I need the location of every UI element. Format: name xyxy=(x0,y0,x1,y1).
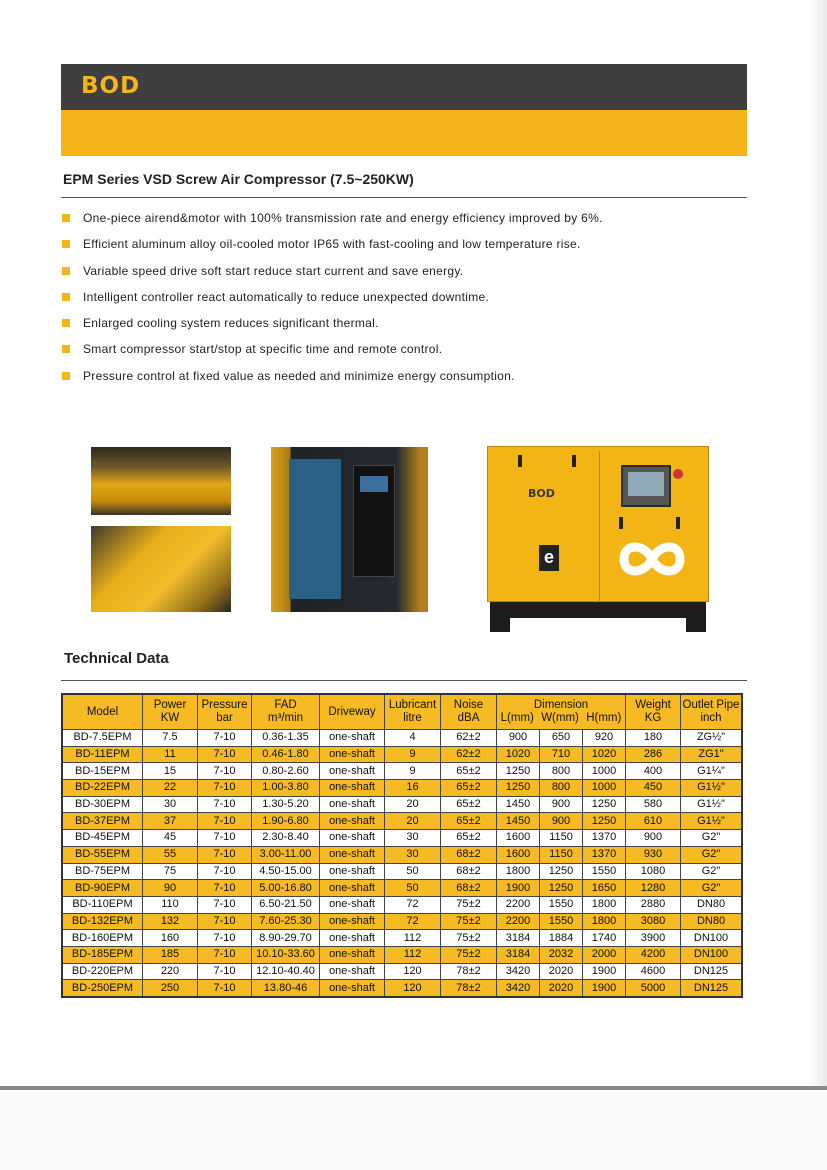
cell-model: BD-55EPM xyxy=(62,846,143,863)
cell-power: 22 xyxy=(143,780,198,797)
feature-text: Variable speed drive soft start reduce start current and save energy. xyxy=(83,263,464,278)
cell-length: 1250 xyxy=(497,780,540,797)
bullet-square-icon xyxy=(62,240,70,248)
compressor-product-image xyxy=(487,446,709,632)
vsd-drive xyxy=(353,465,395,577)
cell-lubricant: 50 xyxy=(385,880,441,897)
cell-length: 1600 xyxy=(497,846,540,863)
cell-weight: 930 xyxy=(626,846,681,863)
cell-outlet: G2" xyxy=(681,863,743,880)
cell-length: 3184 xyxy=(497,930,540,947)
cell-fad: 1.90-6.80 xyxy=(252,813,320,830)
cell-model: BD-90EPM xyxy=(62,880,143,897)
cell-height: 1000 xyxy=(583,780,626,797)
brochure-header xyxy=(61,64,747,156)
cell-height: 1020 xyxy=(583,746,626,763)
cell-lubricant: 72 xyxy=(385,913,441,930)
cell-weight: 286 xyxy=(626,746,681,763)
cell-length: 1800 xyxy=(497,863,540,880)
section-divider xyxy=(61,680,747,681)
table-row xyxy=(62,896,742,913)
cell-power: 7.5 xyxy=(143,730,198,747)
cell-weight: 4600 xyxy=(626,963,681,980)
cell-fad: 0.36-1.35 xyxy=(252,730,320,747)
cell-length: 1450 xyxy=(497,796,540,813)
cell-height: 1800 xyxy=(583,896,626,913)
cell-weight: 1280 xyxy=(626,880,681,897)
page-edge-shadow xyxy=(809,0,827,1090)
cell-lubricant: 16 xyxy=(385,780,441,797)
cell-length: 2200 xyxy=(497,896,540,913)
cell-model: BD-160EPM xyxy=(62,930,143,947)
cell-noise: 68±2 xyxy=(441,863,497,880)
cell-noise: 68±2 xyxy=(441,846,497,863)
cell-width: 2032 xyxy=(540,946,583,963)
drive-display xyxy=(360,476,388,492)
cell-driveway: one-shaft xyxy=(320,796,385,813)
cell-length: 1450 xyxy=(497,813,540,830)
feature-item xyxy=(61,288,747,314)
section-title: Technical Data xyxy=(64,650,169,667)
cell-power: 37 xyxy=(143,813,198,830)
table-row xyxy=(62,963,742,980)
cell-pressure: 7-10 xyxy=(198,896,252,913)
cell-lubricant: 9 xyxy=(385,763,441,780)
cell-model: BD-37EPM xyxy=(62,813,143,830)
cell-outlet: DN125 xyxy=(681,980,743,997)
cell-power: 132 xyxy=(143,913,198,930)
cell-model: BD-250EPM xyxy=(62,980,143,997)
cell-height: 920 xyxy=(583,730,626,747)
cell-weight: 3900 xyxy=(626,930,681,947)
cell-pressure: 7-10 xyxy=(198,813,252,830)
cell-power: 75 xyxy=(143,863,198,880)
cell-pressure: 7-10 xyxy=(198,930,252,947)
title-divider xyxy=(61,197,747,198)
table-row xyxy=(62,796,742,813)
cell-pressure: 7-10 xyxy=(198,863,252,880)
cell-fad: 8.90-29.70 xyxy=(252,930,320,947)
table-row xyxy=(62,946,742,963)
cell-model: BD-11EPM xyxy=(62,746,143,763)
cell-outlet: G1½" xyxy=(681,813,743,830)
cell-pressure: 7-10 xyxy=(198,796,252,813)
door-latch xyxy=(619,517,623,529)
col-driveway: Driveway xyxy=(320,694,385,730)
cell-noise: 68±2 xyxy=(441,880,497,897)
cell-model: BD-22EPM xyxy=(62,780,143,797)
cell-fad: 12.10-40.40 xyxy=(252,963,320,980)
cell-noise: 65±2 xyxy=(441,763,497,780)
cell-driveway: one-shaft xyxy=(320,730,385,747)
cell-model: BD-75EPM xyxy=(62,863,143,880)
cell-driveway: one-shaft xyxy=(320,896,385,913)
cell-noise: 62±2 xyxy=(441,730,497,747)
cell-height: 1250 xyxy=(583,813,626,830)
cell-model: BD-185EPM xyxy=(62,946,143,963)
cell-driveway: one-shaft xyxy=(320,863,385,880)
cell-width: 1550 xyxy=(540,896,583,913)
cabinet-logo: BOD xyxy=(528,487,555,500)
cell-height: 1000 xyxy=(583,763,626,780)
cell-lubricant: 72 xyxy=(385,896,441,913)
feature-text: Pressure control at fixed value as needed and minimize energy consumption. xyxy=(83,368,515,383)
cell-weight: 3080 xyxy=(626,913,681,930)
cell-model: BD-132EPM xyxy=(62,913,143,930)
cell-weight: 4200 xyxy=(626,946,681,963)
cell-lubricant: 112 xyxy=(385,946,441,963)
cell-lubricant: 30 xyxy=(385,830,441,847)
cell-driveway: one-shaft xyxy=(320,746,385,763)
col-outlet: Outlet Pipe inch xyxy=(681,694,743,730)
cell-outlet: G1¼" xyxy=(681,763,743,780)
cell-length: 1600 xyxy=(497,830,540,847)
cell-driveway: one-shaft xyxy=(320,880,385,897)
cell-length: 1020 xyxy=(497,746,540,763)
cell-length: 1900 xyxy=(497,880,540,897)
cell-pressure: 7-10 xyxy=(198,746,252,763)
table-row xyxy=(62,813,742,830)
cell-length: 2200 xyxy=(497,913,540,930)
cell-noise: 75±2 xyxy=(441,913,497,930)
cell-outlet: G1½" xyxy=(681,780,743,797)
cell-driveway: one-shaft xyxy=(320,813,385,830)
cell-lubricant: 120 xyxy=(385,980,441,997)
cell-height: 1370 xyxy=(583,830,626,847)
cell-model: BD-7.5EPM xyxy=(62,730,143,747)
bullet-square-icon xyxy=(62,293,70,301)
cell-width: 1550 xyxy=(540,913,583,930)
cell-noise: 78±2 xyxy=(441,963,497,980)
scan-margin xyxy=(0,1090,827,1170)
cell-weight: 900 xyxy=(626,830,681,847)
cell-length: 900 xyxy=(497,730,540,747)
cell-lubricant: 4 xyxy=(385,730,441,747)
cell-weight: 5000 xyxy=(626,980,681,997)
bullet-square-icon xyxy=(62,214,70,222)
cell-power: 185 xyxy=(143,946,198,963)
cabinet-base xyxy=(490,602,706,618)
motor-photo xyxy=(91,526,231,612)
cell-pressure: 7-10 xyxy=(198,980,252,997)
cell-driveway: one-shaft xyxy=(320,930,385,947)
cell-noise: 65±2 xyxy=(441,780,497,797)
cell-model: BD-30EPM xyxy=(62,796,143,813)
cell-pressure: 7-10 xyxy=(198,963,252,980)
cell-outlet: DN80 xyxy=(681,896,743,913)
cell-length: 3420 xyxy=(497,980,540,997)
compressor-cabinet xyxy=(487,446,709,602)
e-badge: e xyxy=(539,545,559,571)
cell-outlet: G2" xyxy=(681,880,743,897)
col-noise: Noise dBA xyxy=(441,694,497,730)
cell-length: 1250 xyxy=(497,763,540,780)
feature-item xyxy=(61,314,747,340)
table-body xyxy=(62,730,742,998)
airend-photo xyxy=(91,447,231,515)
table-row xyxy=(62,980,742,997)
cell-weight: 450 xyxy=(626,780,681,797)
cell-lubricant: 30 xyxy=(385,846,441,863)
page-title: EPM Series VSD Screw Air Compressor (7.5~250KW) xyxy=(63,171,414,187)
cell-fad: 5.00-16.80 xyxy=(252,880,320,897)
cell-power: 15 xyxy=(143,763,198,780)
cell-driveway: one-shaft xyxy=(320,980,385,997)
cell-height: 1370 xyxy=(583,846,626,863)
dimension-subheaders: L(mm) W(mm) H(mm) xyxy=(500,712,622,724)
cell-width: 900 xyxy=(540,796,583,813)
table-row xyxy=(62,746,742,763)
cell-pressure: 7-10 xyxy=(198,780,252,797)
cell-noise: 62±2 xyxy=(441,746,497,763)
cell-width: 710 xyxy=(540,746,583,763)
cell-weight: 400 xyxy=(626,763,681,780)
cell-driveway: one-shaft xyxy=(320,846,385,863)
cell-fad: 1.00-3.80 xyxy=(252,780,320,797)
bullet-square-icon xyxy=(62,319,70,327)
cell-length: 3420 xyxy=(497,963,540,980)
feature-text: Intelligent controller react automatically to reduce unexpected downtime. xyxy=(83,289,490,304)
door-latch xyxy=(676,517,680,529)
cell-pressure: 7-10 xyxy=(198,730,252,747)
cell-width: 800 xyxy=(540,763,583,780)
header-dark-band xyxy=(61,64,747,110)
cell-pressure: 7-10 xyxy=(198,763,252,780)
cell-outlet: G2" xyxy=(681,846,743,863)
cell-power: 250 xyxy=(143,980,198,997)
cell-driveway: one-shaft xyxy=(320,963,385,980)
cell-power: 90 xyxy=(143,880,198,897)
cell-fad: 13.80-46 xyxy=(252,980,320,997)
cell-height: 2000 xyxy=(583,946,626,963)
feature-text: Enlarged cooling system reduces significant thermal. xyxy=(83,316,379,331)
cell-lubricant: 9 xyxy=(385,746,441,763)
cell-weight: 1080 xyxy=(626,863,681,880)
feature-item xyxy=(61,235,747,261)
cell-outlet: DN100 xyxy=(681,930,743,947)
cell-fad: 0.46-1.80 xyxy=(252,746,320,763)
cell-outlet: DN125 xyxy=(681,963,743,980)
cell-fad: 4.50-15.00 xyxy=(252,863,320,880)
cell-height: 1900 xyxy=(583,963,626,980)
cell-lubricant: 120 xyxy=(385,963,441,980)
cell-height: 1550 xyxy=(583,863,626,880)
brand-mark-icon xyxy=(616,531,688,587)
cell-noise: 75±2 xyxy=(441,896,497,913)
cell-lubricant: 20 xyxy=(385,813,441,830)
cell-weight: 180 xyxy=(626,730,681,747)
table-row xyxy=(62,830,742,847)
table-header xyxy=(62,694,742,730)
table-row xyxy=(62,763,742,780)
bullet-square-icon xyxy=(62,267,70,275)
cell-width: 800 xyxy=(540,780,583,797)
cell-driveway: one-shaft xyxy=(320,913,385,930)
table-row xyxy=(62,780,742,797)
cell-model: BD-15EPM xyxy=(62,763,143,780)
cell-noise: 65±2 xyxy=(441,830,497,847)
cell-length: 3184 xyxy=(497,946,540,963)
cooling-panel xyxy=(289,459,341,599)
table-row xyxy=(62,846,742,863)
cell-power: 30 xyxy=(143,796,198,813)
feature-text: Efficient aluminum alloy oil-cooled motor IP65 with fast-cooling and low temperature rise. xyxy=(83,237,581,252)
cell-power: 55 xyxy=(143,846,198,863)
cell-noise: 65±2 xyxy=(441,813,497,830)
cell-pressure: 7-10 xyxy=(198,846,252,863)
cell-outlet: G2" xyxy=(681,830,743,847)
table-row xyxy=(62,930,742,947)
cell-pressure: 7-10 xyxy=(198,913,252,930)
cell-width: 2020 xyxy=(540,963,583,980)
cell-noise: 78±2 xyxy=(441,980,497,997)
cell-fad: 10.10-33.60 xyxy=(252,946,320,963)
cell-height: 1900 xyxy=(583,980,626,997)
cell-width: 1884 xyxy=(540,930,583,947)
cell-model: BD-220EPM xyxy=(62,963,143,980)
cell-fad: 6.50-21.50 xyxy=(252,896,320,913)
cell-weight: 610 xyxy=(626,813,681,830)
cell-outlet: ZG1" xyxy=(681,746,743,763)
col-weight: Weight KG xyxy=(626,694,681,730)
cell-noise: 75±2 xyxy=(441,930,497,947)
cell-model: BD-110EPM xyxy=(62,896,143,913)
col-dimension: Dimension L(mm) W(mm) H(mm) xyxy=(497,694,626,730)
cell-fad: 7.60-25.30 xyxy=(252,913,320,930)
feature-text: Smart compressor start/stop at specific time and remote control. xyxy=(83,342,443,357)
controller-panel xyxy=(621,465,671,507)
door-latch xyxy=(572,455,576,467)
table-row xyxy=(62,880,742,897)
technical-data-table xyxy=(61,693,743,998)
cell-power: 220 xyxy=(143,963,198,980)
cell-fad: 2.30-8.40 xyxy=(252,830,320,847)
feature-item xyxy=(61,367,747,393)
cell-driveway: one-shaft xyxy=(320,780,385,797)
cell-outlet: ZG½" xyxy=(681,730,743,747)
cell-driveway: one-shaft xyxy=(320,830,385,847)
cell-fad: 3.00-11.00 xyxy=(252,846,320,863)
feature-item xyxy=(61,262,747,288)
cell-fad: 1.30-5.20 xyxy=(252,796,320,813)
cell-lubricant: 112 xyxy=(385,930,441,947)
cell-width: 1250 xyxy=(540,880,583,897)
door-seam xyxy=(599,451,600,601)
controller-screen xyxy=(628,472,664,496)
cell-power: 45 xyxy=(143,830,198,847)
cabinet-foot xyxy=(490,618,510,632)
feature-item xyxy=(61,340,747,366)
col-model: Model xyxy=(62,694,143,730)
col-lubricant: Lubricant litre xyxy=(385,694,441,730)
cell-lubricant: 20 xyxy=(385,796,441,813)
cell-outlet: DN100 xyxy=(681,946,743,963)
emergency-stop-icon xyxy=(673,469,683,479)
cell-width: 1150 xyxy=(540,830,583,847)
cell-noise: 75±2 xyxy=(441,946,497,963)
cell-power: 110 xyxy=(143,896,198,913)
door-latch xyxy=(518,455,522,467)
cell-outlet: DN80 xyxy=(681,913,743,930)
feature-list xyxy=(61,209,747,393)
table-row xyxy=(62,913,742,930)
brand-logo: BOD xyxy=(81,73,141,99)
cell-outlet: G1½" xyxy=(681,796,743,813)
col-pressure: Pressure bar xyxy=(198,694,252,730)
cell-pressure: 7-10 xyxy=(198,880,252,897)
cell-noise: 65±2 xyxy=(441,796,497,813)
cell-height: 1650 xyxy=(583,880,626,897)
inverter-photo xyxy=(271,447,428,612)
cell-lubricant: 50 xyxy=(385,863,441,880)
cell-width: 900 xyxy=(540,813,583,830)
cell-model: BD-45EPM xyxy=(62,830,143,847)
cell-width: 1150 xyxy=(540,846,583,863)
col-fad: FAD m³/min xyxy=(252,694,320,730)
cell-height: 1800 xyxy=(583,913,626,930)
col-power: Power KW xyxy=(143,694,198,730)
cell-height: 1740 xyxy=(583,930,626,947)
cell-driveway: one-shaft xyxy=(320,946,385,963)
cell-width: 1250 xyxy=(540,863,583,880)
cell-power: 11 xyxy=(143,746,198,763)
cell-width: 2020 xyxy=(540,980,583,997)
cabinet-foot xyxy=(686,618,706,632)
feature-item xyxy=(61,209,747,235)
table-row xyxy=(62,863,742,880)
cell-weight: 580 xyxy=(626,796,681,813)
header-yellow-band xyxy=(61,110,747,156)
cell-pressure: 7-10 xyxy=(198,830,252,847)
cell-weight: 2880 xyxy=(626,896,681,913)
cell-pressure: 7-10 xyxy=(198,946,252,963)
cell-fad: 0.80-2.60 xyxy=(252,763,320,780)
cell-height: 1250 xyxy=(583,796,626,813)
cell-width: 650 xyxy=(540,730,583,747)
feature-text: One-piece airend&motor with 100% transmission rate and energy efficiency improved by 6%. xyxy=(83,211,603,225)
cell-driveway: one-shaft xyxy=(320,763,385,780)
table-row xyxy=(62,730,742,747)
bullet-square-icon xyxy=(62,372,70,380)
cell-power: 160 xyxy=(143,930,198,947)
bullet-square-icon xyxy=(62,345,70,353)
